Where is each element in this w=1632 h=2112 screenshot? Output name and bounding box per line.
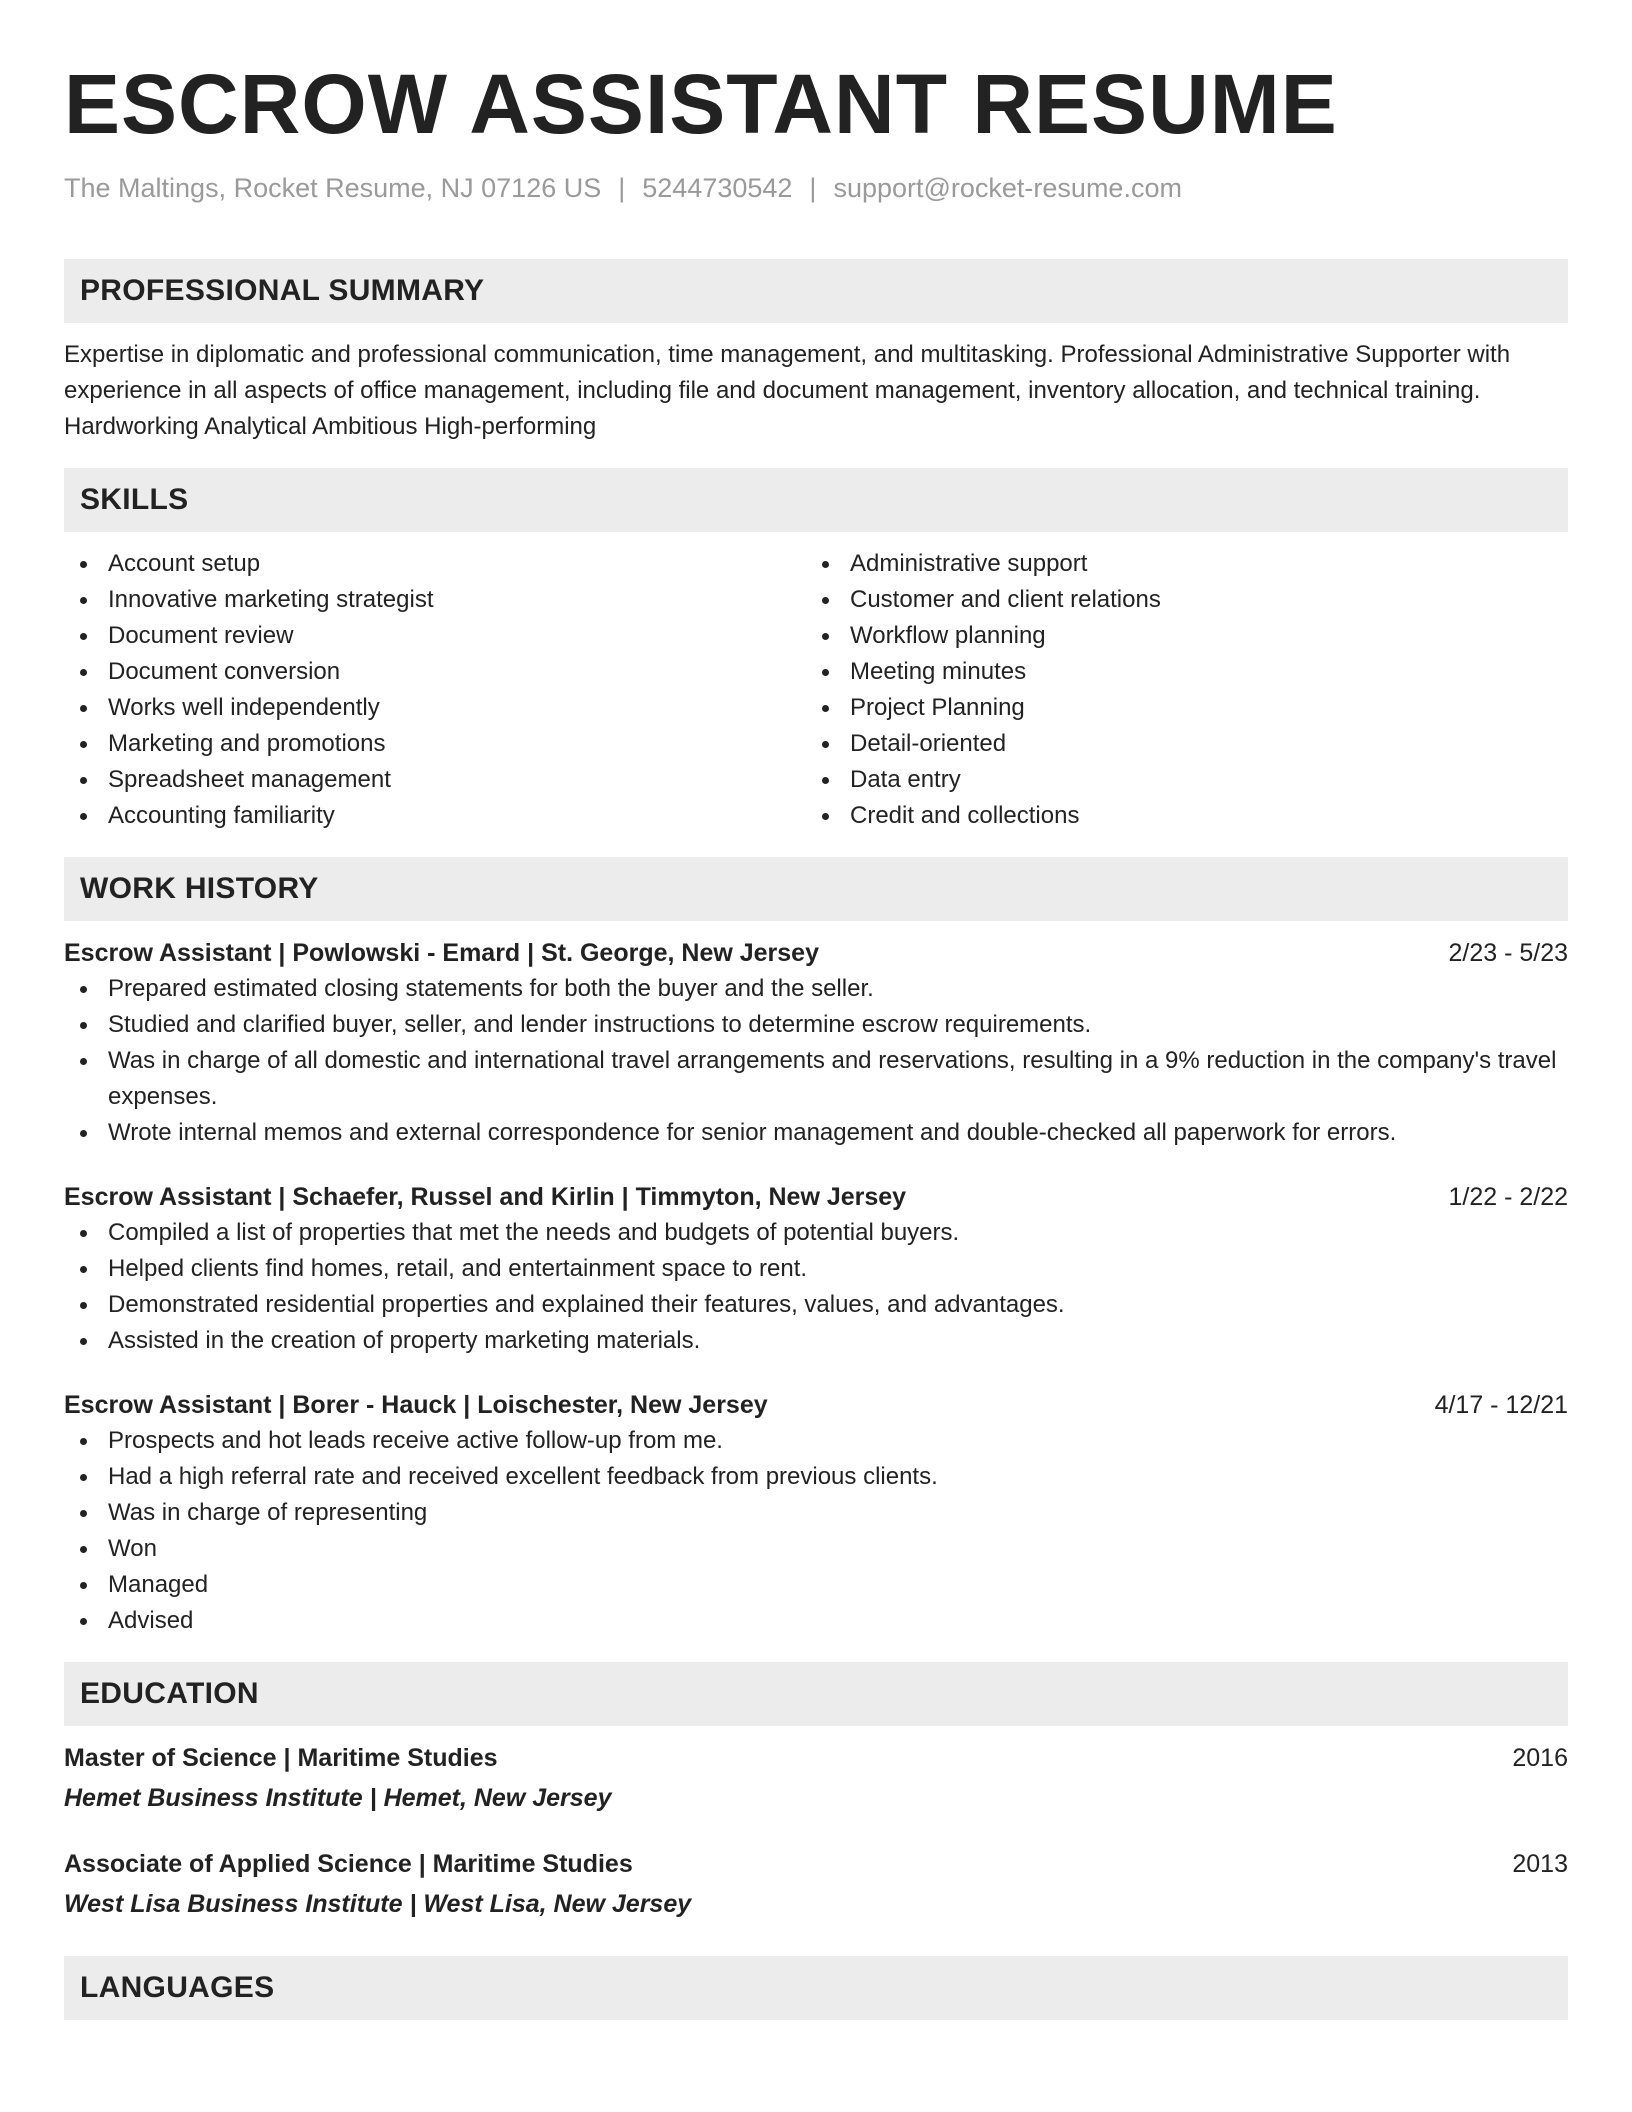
list-item: Had a high referral rate and received excellent feedback from previous clients. bbox=[64, 1459, 1568, 1495]
list-item: Prospects and hot leads receive active follow-up from me. bbox=[64, 1423, 1568, 1459]
list-item: Accounting familiarity bbox=[64, 798, 806, 834]
list-item: Studied and clarified buyer, seller, and lender instructions to determine escrow requirements. bbox=[64, 1007, 1568, 1043]
skills-list bbox=[64, 546, 1568, 834]
education-school: West Lisa Business Institute | West Lisa, New Jersey bbox=[64, 1890, 692, 1918]
education-school: Hemet Business Institute | Hemet, New Jersey bbox=[64, 1784, 612, 1812]
job-date: 2/23 - 5/23 bbox=[1448, 939, 1568, 967]
section-heading-skills: SKILLS bbox=[64, 468, 1568, 532]
summary-text: Expertise in diplomatic and professional communication, time management, and multitasking. Professional Administrative Supporter with experience in all aspects of office management, including file and document management, inventory allocation, and technical training. Hardworking Analytical Ambitious High-performing bbox=[64, 341, 1511, 440]
education-header bbox=[64, 1846, 1568, 1882]
job-entry bbox=[64, 1179, 1568, 1359]
job-title: Escrow Assistant | Schaefer, Russel and Kirlin | Timmyton, New Jersey bbox=[64, 1183, 907, 1211]
job-bullets bbox=[64, 971, 1568, 1151]
list-item: Prepared estimated closing statements for both the buyer and the seller. bbox=[64, 971, 1568, 1007]
list-item: Document conversion bbox=[64, 654, 806, 690]
job-bullets bbox=[64, 1215, 1568, 1359]
job-header bbox=[64, 1179, 1568, 1215]
section-heading-education: EDUCATION bbox=[64, 1662, 1568, 1726]
list-item: Compiled a list of properties that met the needs and budgets of potential buyers. bbox=[64, 1215, 1568, 1251]
list-item: Workflow planning bbox=[806, 618, 1548, 654]
list-item: Assisted in the creation of property marketing materials. bbox=[64, 1323, 1568, 1359]
list-item: Account setup bbox=[64, 546, 806, 582]
education-year: 2016 bbox=[1512, 1744, 1568, 1772]
education-year: 2013 bbox=[1512, 1850, 1568, 1878]
list-item: Was in charge of representing bbox=[64, 1495, 1568, 1531]
job-title: Escrow Assistant | Borer - Hauck | Loischester, New Jersey bbox=[64, 1391, 768, 1419]
job-entry bbox=[64, 935, 1568, 1151]
education-entry bbox=[64, 1740, 1568, 1816]
job-entry bbox=[64, 1387, 1568, 1639]
job-date: 4/17 - 12/21 bbox=[1434, 1391, 1568, 1419]
resume-title: ESCROW ASSISTANT RESUME bbox=[64, 57, 1338, 151]
section-heading-languages: LANGUAGES bbox=[64, 1956, 1568, 2020]
list-item: Credit and collections bbox=[806, 798, 1548, 834]
job-header bbox=[64, 935, 1568, 971]
list-item: Wrote internal memos and external correspondence for senior management and double-checked all paperwork for errors. bbox=[64, 1115, 1568, 1151]
list-item: Demonstrated residential properties and explained their features, values, and advantages. bbox=[64, 1287, 1568, 1323]
list-item: Managed bbox=[64, 1567, 1568, 1603]
list-item: Customer and client relations bbox=[806, 582, 1548, 618]
contact-address: The Maltings, Rocket Resume, NJ 07126 US bbox=[64, 173, 602, 203]
contact-line bbox=[64, 170, 1568, 206]
job-header bbox=[64, 1387, 1568, 1423]
list-item: Data entry bbox=[806, 762, 1548, 798]
list-item: Works well independently bbox=[64, 690, 806, 726]
list-item: Meeting minutes bbox=[806, 654, 1548, 690]
contact-separator: | bbox=[809, 173, 817, 203]
list-item: Detail-oriented bbox=[806, 726, 1548, 762]
list-item: Won bbox=[64, 1531, 1568, 1567]
list-item: Was in charge of all domestic and international travel arrangements and reservations, resulting in a 9% reduction in the company's travel expenses. bbox=[64, 1043, 1568, 1115]
list-item: Innovative marketing strategist bbox=[64, 582, 806, 618]
education-entry bbox=[64, 1846, 1568, 1922]
list-item: Marketing and promotions bbox=[64, 726, 806, 762]
section-heading-summary: PROFESSIONAL SUMMARY bbox=[64, 259, 1568, 323]
contact-phone: 5244730542 bbox=[642, 173, 793, 203]
list-item: Administrative support bbox=[806, 546, 1548, 582]
skills-column-left bbox=[64, 546, 806, 834]
list-item: Helped clients find homes, retail, and entertainment space to rent. bbox=[64, 1251, 1568, 1287]
list-item: Document review bbox=[64, 618, 806, 654]
contact-separator: | bbox=[618, 173, 626, 203]
education-header bbox=[64, 1740, 1568, 1776]
contact-email: support@rocket-resume.com bbox=[833, 173, 1182, 203]
job-title: Escrow Assistant | Powlowski - Emard | St. George, New Jersey bbox=[64, 939, 819, 967]
job-bullets bbox=[64, 1423, 1568, 1639]
job-date: 1/22 - 2/22 bbox=[1448, 1183, 1568, 1211]
list-item: Spreadsheet management bbox=[64, 762, 806, 798]
list-item: Project Planning bbox=[806, 690, 1548, 726]
section-heading-work-history: WORK HISTORY bbox=[64, 857, 1568, 921]
list-item: Advised bbox=[64, 1603, 1568, 1639]
education-degree: Associate of Applied Science | Maritime Studies bbox=[64, 1850, 633, 1878]
education-degree: Master of Science | Maritime Studies bbox=[64, 1744, 498, 1772]
skills-column-right bbox=[806, 546, 1548, 834]
